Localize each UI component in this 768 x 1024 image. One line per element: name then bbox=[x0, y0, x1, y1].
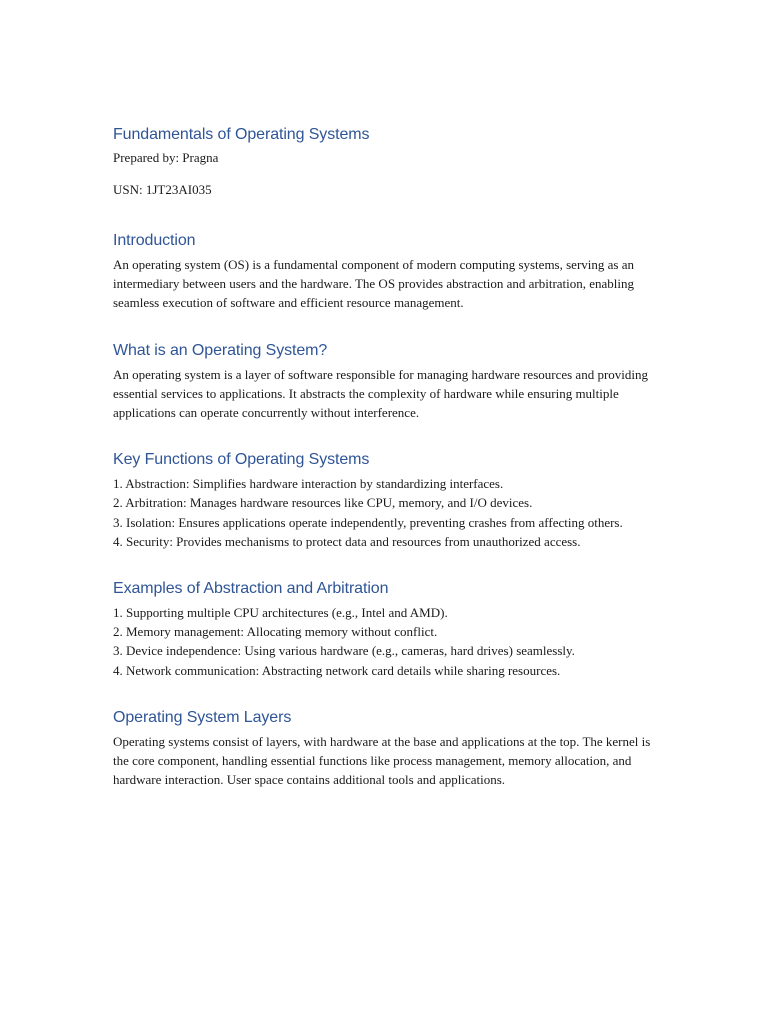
list-item: 3. Device independence: Using various hardware (e.g., cameras, hard drives) seamlessly. bbox=[113, 643, 575, 659]
layers-heading: Operating System Layers bbox=[113, 708, 292, 726]
list-item: 1. Abstraction: Simplifies hardware interaction by standardizing interfaces. bbox=[113, 476, 504, 492]
list-item: 1. Supporting multiple CPU architectures (e.g., Intel and AMD). bbox=[113, 605, 448, 621]
list-item: 2. Memory management: Allocating memory without conflict. bbox=[113, 624, 438, 640]
list-item: 2. Arbitration: Manages hardware resources like CPU, memory, and I/O devices. bbox=[113, 495, 533, 511]
list-item: 4. Security: Provides mechanisms to protect data and resources from unauthorized access. bbox=[113, 533, 581, 549]
list-item: 4. Network communication: Abstracting network card details while sharing resources. bbox=[113, 662, 561, 678]
usn-line: USN: 1JT23AI035 bbox=[113, 182, 212, 197]
title-block bbox=[113, 124, 668, 199]
section-introduction bbox=[113, 230, 668, 313]
section-what-is-os bbox=[113, 340, 668, 423]
prepared-by: Prepared by: Pragna bbox=[113, 150, 219, 165]
what-is-os-body: An operating system is a layer of software responsible for managing hardware resources and providing essential services to applications. It abstracts the complexity of hardware while ensuring multiple applications can operate concurrently without interference. bbox=[113, 366, 648, 421]
key-functions-heading: Key Functions of Operating Systems bbox=[113, 451, 370, 469]
introduction-heading: Introduction bbox=[113, 232, 196, 249]
document-title: Fundamentals of Operating Systems bbox=[113, 126, 370, 143]
key-functions-list bbox=[113, 474, 668, 551]
what-is-os-heading: What is an Operating System? bbox=[113, 341, 328, 359]
section-layers bbox=[113, 707, 668, 790]
section-key-functions bbox=[113, 449, 668, 551]
introduction-body: An operating system (OS) is a fundamental component of modern computing systems, serving as an intermediary between users and the hardware. The OS provides abstraction and arbitration, enabling seamless execution of software and efficient resource management. bbox=[113, 257, 635, 311]
section-examples bbox=[113, 578, 668, 680]
examples-list bbox=[113, 603, 668, 680]
examples-heading: Examples of Abstraction and Arbitration bbox=[113, 580, 389, 598]
layers-body: Operating systems consist of layers, with hardware at the base and applications at the top. The kernel is the core component, handling essential functions like process management, memory allocation, and hardware interaction. User space contains additional tools and applications. bbox=[113, 733, 651, 788]
list-item: 3. Isolation: Ensures applications operate independently, preventing crashes from affecting others. bbox=[113, 514, 623, 530]
